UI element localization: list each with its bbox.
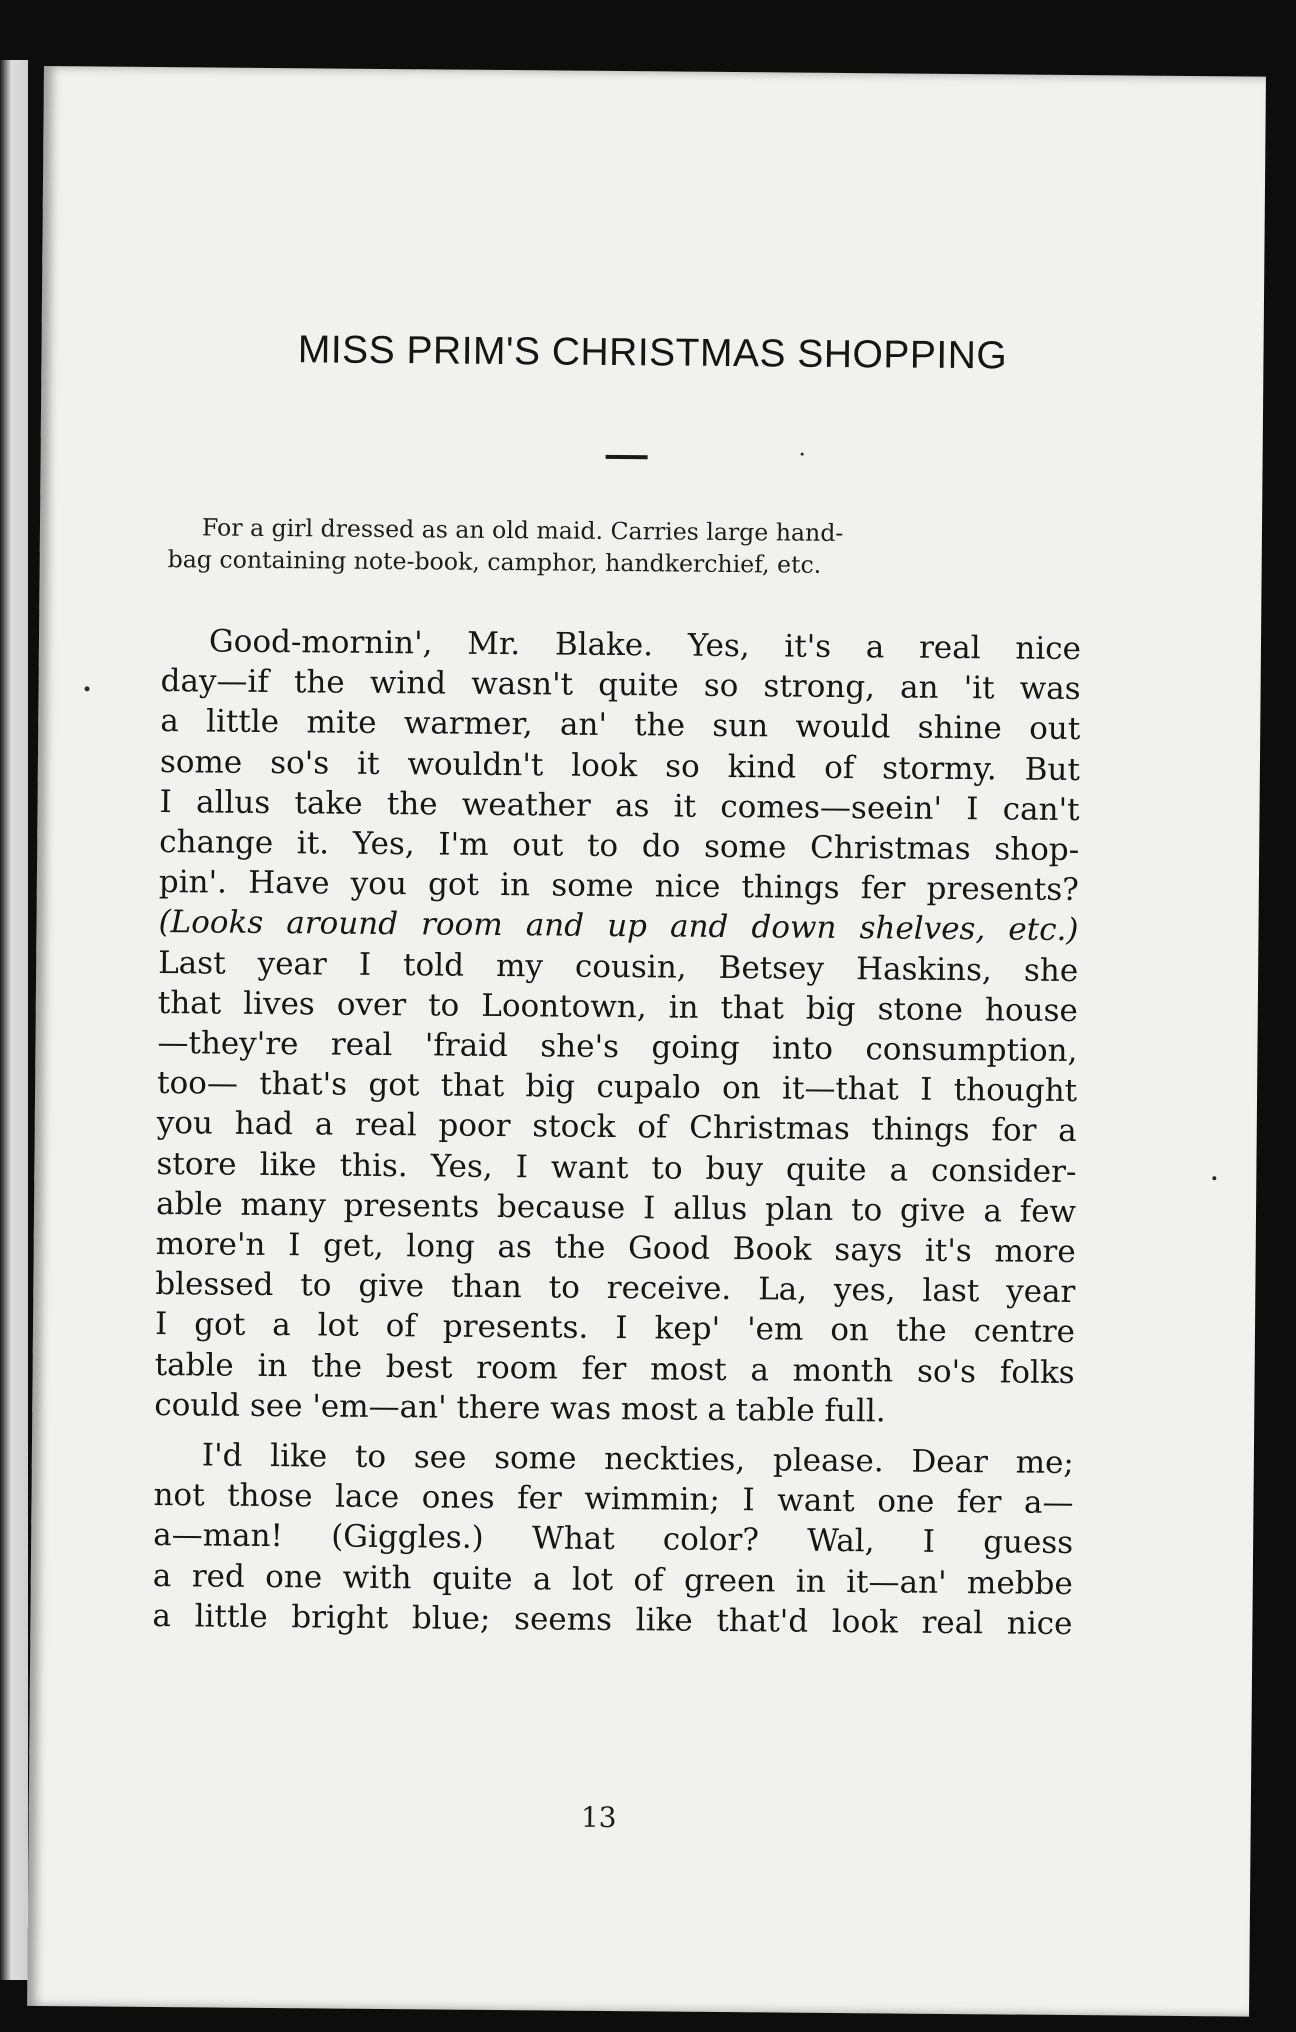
paragraph-1-line: a little mite warmer, an' the sun would shine out xyxy=(160,703,1081,748)
paragraph-1-line: blessed to give than to receive. La, yes, last year xyxy=(155,1266,1076,1311)
monologue-text xyxy=(152,621,1081,1644)
paragraph-1-line: some so's it wouldn't look so kind of stormy. But xyxy=(159,743,1081,788)
paragraph-2-line: a red one with quite a lot of green in it—an' mebbe xyxy=(152,1557,1073,1602)
paragraph-2-line: I'd like to see some neckties, please. Dear me; xyxy=(201,1437,1075,1482)
stage-direction-line: For a girl dressed as an old maid. Carries large hand- xyxy=(201,513,844,547)
paragraph-1-line: store like this. Yes, I want to buy quite a consider- xyxy=(156,1145,1077,1190)
paragraph-1-line: pin'. Have you got in some nice things fer presents? xyxy=(158,864,1080,909)
paragraph-1-line: able many presents because I allus plan to give a few xyxy=(155,1185,1077,1230)
paragraph-1-line: Good-mornin', Mr. Blake. Yes, it's a real nice xyxy=(208,623,1082,668)
paragraph-1-line: I allus take the weather as it comes—seein' I can't xyxy=(159,783,1080,828)
paragraph-1-line: table in the best room fer most a month so's folks xyxy=(154,1346,1075,1391)
paragraph-2-line: not those lace ones fer wimmin; I want one fer a— xyxy=(153,1477,1074,1522)
paragraph-1-line: (Looks around room and up and down shelves, etc.) xyxy=(158,904,1079,949)
page-number: 13 xyxy=(580,1800,617,1835)
paragraph-1-line: could see 'em—an' there was most a table full. xyxy=(154,1386,886,1430)
page-heading: MISS PRIM'S CHRISTMAS SHOPPING xyxy=(297,328,1008,378)
stage-direction-line: bag containing note-book, camphor, handkerchief, etc. xyxy=(167,545,822,579)
paragraph-1-line: Last year I told my cousin, Betsey Haskins, she xyxy=(158,944,1079,989)
ink-speck xyxy=(1212,1176,1216,1180)
facing-page-edge xyxy=(0,60,28,1980)
paragraph-1-line: too— that's got that big cupalo on it—that I thought xyxy=(156,1065,1078,1110)
paragraph-1-line: I got a lot of presents. I kep' 'em on the centre xyxy=(154,1306,1076,1351)
paragraph-1-line: —they're real 'fraid she's going into consumption, xyxy=(157,1025,1078,1070)
stage-direction xyxy=(168,511,1081,583)
paragraph-1-line: more'n I get, long as the Good Book says it's more xyxy=(155,1226,1076,1271)
paragraph-1-line: change it. Yes, I'm out to do some Christmas shop- xyxy=(159,824,1080,869)
heading-divider xyxy=(606,455,648,459)
ink-speck xyxy=(801,453,804,456)
book-page xyxy=(27,66,1266,2017)
paragraph-2-line: a—man! (Giggles.) What color? Wal, I guess xyxy=(153,1517,1074,1562)
ink-speck xyxy=(85,686,90,691)
paragraph-1-line: you had a real poor stock of Christmas things for a xyxy=(156,1105,1077,1150)
paragraph-1-line: that lives over to Loontown, in that big stone house xyxy=(157,984,1078,1029)
paragraph-1-line: day—if the wind wasn't quite so strong, an 'it was xyxy=(160,663,1081,708)
paragraph-2-line: a little bright blue; seems like that'd look real nice xyxy=(152,1597,1073,1642)
